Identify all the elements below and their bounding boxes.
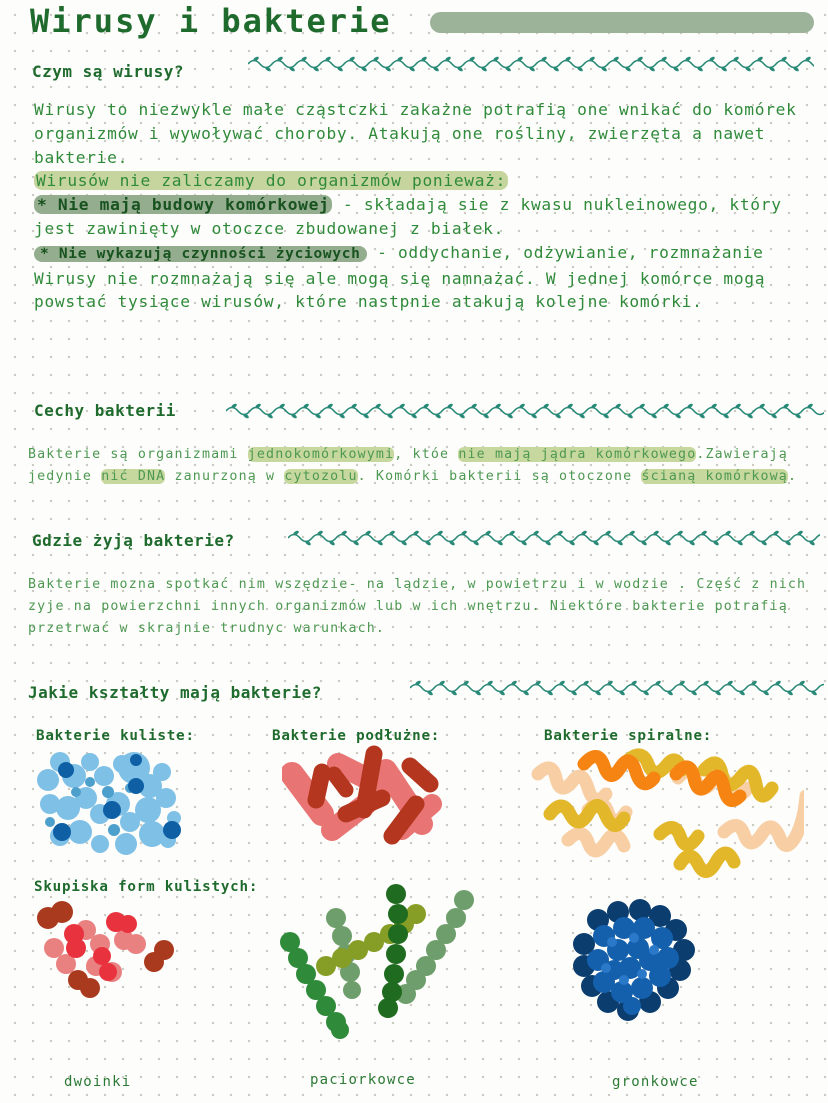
rod-bacteria-drawing bbox=[282, 744, 448, 850]
highlight: cytozolu bbox=[284, 469, 358, 484]
label-spiral-bacteria: Bakterie spiralne: bbox=[544, 728, 713, 744]
staphylococci-drawing bbox=[572, 898, 696, 1022]
caption-streptococci: paciorkowce bbox=[310, 1072, 416, 1088]
heading-shapes: Jakie kształty mają bakterie? bbox=[28, 683, 322, 702]
viruses-paragraph-1: Wirusy to niezwykle małe cząstczki zakażne potrafią one wnikać do komórek organizmów i wywoływać choroby. Atakują one rośliny, zwierzęta a nawet bakterie. bbox=[34, 100, 797, 167]
highlight: ścianą komórkową bbox=[641, 469, 788, 484]
caption-staphylococci: gronkowce bbox=[612, 1074, 699, 1090]
garland-divider bbox=[226, 401, 824, 421]
highlight: nie mają jądra komórkowego bbox=[458, 447, 697, 462]
heading-viruses: Czym są wirusy? bbox=[32, 62, 184, 81]
text: Bakterie są organizmami bbox=[28, 447, 248, 462]
title-decoration-bar bbox=[430, 12, 814, 33]
label-round-bacteria: Bakterie kuliste: bbox=[36, 728, 195, 744]
page-title: Wirusy i bakterie bbox=[30, 2, 392, 40]
bullet-text: - oddychanie, odżywianie, rozmnażanie bbox=[366, 242, 764, 262]
garland-divider bbox=[410, 678, 824, 698]
viruses-bullet-1 bbox=[34, 193, 824, 241]
viruses-body bbox=[34, 98, 824, 314]
round-bacteria-drawing bbox=[30, 748, 190, 860]
bullet-text: - składają sie z kwasu nukleinowego, który jest zawinięty w otoczce zbudowanej z białek. bbox=[34, 195, 782, 238]
text: , któe bbox=[394, 447, 459, 462]
viruses-paragraph-3: Wirusy nie rozmnażają się ale mogą się namnażać. W jednej komórce mogą powstać tysiące wirusów, które nastpnie atakują kolejne komórki. bbox=[34, 268, 766, 312]
highlight: * Nie wykazują czynności życiowych bbox=[34, 246, 367, 262]
highlight: * Nie mają budowy komórkowej bbox=[34, 195, 332, 214]
text: zanurzoną w bbox=[165, 469, 285, 484]
spiral-bacteria-drawing bbox=[528, 744, 804, 884]
highlight: jednokomórkowymi bbox=[247, 447, 395, 462]
label-rod-bacteria: Bakterie podłużne: bbox=[272, 728, 441, 744]
garland-divider bbox=[288, 528, 820, 548]
streptococci-drawing bbox=[280, 884, 476, 1040]
features-text bbox=[28, 444, 818, 488]
heading-habitat: Gdzie żyją bakterie? bbox=[32, 531, 235, 550]
label-clusters: Skupiska form kulistych: bbox=[34, 879, 259, 895]
text: . bbox=[787, 469, 798, 484]
text: . Komórki bakterii są otoczone bbox=[357, 469, 642, 484]
text: .Zawierają jedynie bbox=[28, 447, 788, 484]
highlight: nić DNA bbox=[101, 469, 166, 484]
viruses-paragraph-2 bbox=[34, 169, 824, 193]
viruses-bullet-2 bbox=[34, 241, 824, 267]
heading-features: Cechy bakterii bbox=[34, 401, 176, 420]
highlight: Wirusów nie zaliczamy do organizmów ponieważ: bbox=[36, 171, 507, 191]
garland-divider bbox=[248, 54, 814, 74]
habitat-text: Bakterie mozna spotkać nim wszędzie- na lądzie, w powietrzu i w wodzie . Część z nich zyje na powierzchni innych organizmów lub w ich wnętrzu. Niektóre bakterie potrafią przetrwać w skrajnie trudnyc warunkach. bbox=[28, 577, 807, 636]
diplococci-drawing bbox=[36, 900, 176, 1000]
caption-diplococci: dwoinki bbox=[64, 1074, 132, 1090]
